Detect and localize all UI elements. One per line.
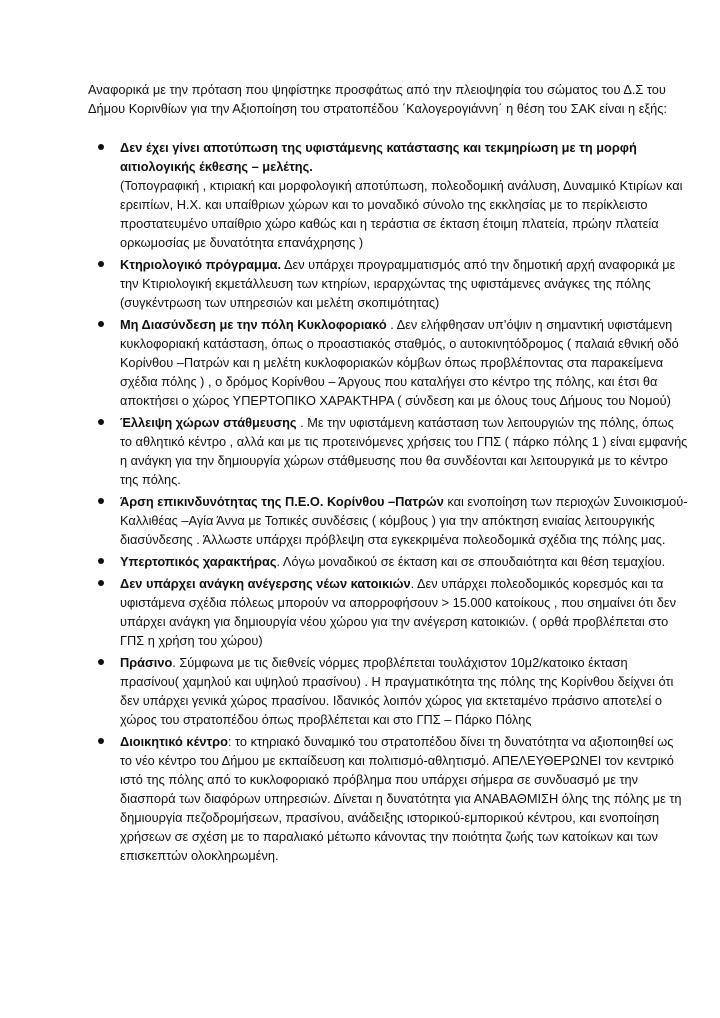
bullet-icon (98, 321, 104, 327)
item-paragraph (120, 413, 688, 489)
bullet-icon (98, 659, 104, 665)
list-item (88, 413, 688, 489)
item-heading: Πράσινο (120, 655, 173, 670)
item-text: . Με την υφιστάμενη κατάσταση των λειτουργιών της πόλης, όπως το αθλητικό κέντρο , αλλά και με τις προτεινόμενες χρήσεις του ΓΠΣ ( πάρκο πόλης 1 ) είναι εμφανής η ανάγκη για την δημιουργία χώρων στάθμευσης που θα συνδέονται και λειτουργικά με το κέντρο της πόλης. (120, 415, 688, 487)
item-heading: Άρση επικινδυνότητας της Π.Ε.Ο. Κορίνθου –Πατρών (120, 494, 444, 509)
bullet-icon (98, 261, 104, 267)
item-paragraph (120, 732, 688, 865)
intro-paragraph: Αναφορικά με την πρόταση που ψηφίστηκε προσφάτως από την πλειοψηφία του σώματος του Δ.Σ του Δήμου Κορινθίων για την Αξιοποίηση του στρατοπέδου ΄Καλογερογιάννη΄ η θέση του ΣΑΚ είναι η εξής: (88, 82, 667, 116)
item-paragraph (120, 574, 688, 650)
item-paragraph (120, 315, 688, 410)
item-text: : το κτηριακό δυναμικό του στρατοπέδου δίνει τη δυνατότητα να αξιοποιηθεί ως το νέο κέντρο του Δήμου με εκπαίδευση και πολιτισμό-αθλητισμό. ΑΠΕΛΕΥΘΕΡΩΝΕΙ τον κεντρικό ιστό της πόλης από το κυκλοφοριακό πρόβλημα που υπάρχει σήμερα σε συνδυασμό με την διασπορά των διαφόρων υπηρεσιών. Δίνεται η δυνατότητα για ΑΝΑΒΑΘΜΙΣΗ όλης της πόλης με τη δημιουργία πεζοδρομήσεων, πρασίνου, ανάδειξης ιστορικού-εμπορικού κέντρου, και ενοποίηση χρήσεων σε σχέση με το παραλιακό μέτωπο κάνοντας την ποιότητα ζωής των κατοίκων και των επισκεπτών ολοκληρωμένη. (120, 734, 682, 863)
item-paragraph (120, 492, 688, 549)
list-item (88, 315, 688, 410)
item-heading: Δεν έχει γίνει αποτύπωση της υφιστάμενης κατάστασης και τεκμηρίωση με τη μορφή αιτιολογικής έκθεσης – μελέτης. (120, 140, 637, 174)
bullet-icon (98, 498, 104, 504)
item-detail: (Τοπογραφική , κτιριακή και μορφολογική αποτύπωση, πολεοδομική ανάλυση, Δυναμικό Κτιρίων και ερειπίων, Η.Χ. και υπαίθριων χώρων και το μοναδικό σύνολο της εκκλησίας με το περίκλειστο προστατευμένο υπαίθριο χώρο καθώς και η τεράστια σε έκταση έτοιμη πλατεία, πρώην πλατεία ορκωμοσίας με δυνατότητα επανάχρησης ) (120, 178, 683, 250)
item-paragraph (120, 255, 688, 312)
item-paragraph (120, 552, 688, 571)
item-heading: Διοικητικό κέντρο (120, 734, 228, 749)
list-item (88, 653, 688, 729)
list-item (88, 492, 688, 549)
item-heading: Μη Διασύνδεση με την πόλη Κυκλοφοριακό (120, 317, 387, 332)
list-item (88, 138, 688, 252)
bullet-icon (98, 558, 104, 564)
bullet-icon (98, 738, 104, 744)
item-text: . Λόγω μοναδικού σε έκταση και σε σπουδαιότητα και θέση τεμαχίου. (276, 554, 666, 569)
item-text: και ενοποίηση των περιοχών Συνοικισμού-Καλλιθέας –Αγία Άννα με Τοπικές συνδέσεις ( κόμβους ) για την απόκτηση ενιαίας λειτουργικής διασύνδεσης . Άλλωστε υπάρχει πρόβλεψη στα εγκεκριμένα πολεοδομικά σχέδια της πόλης μας. (120, 494, 688, 547)
bullet-icon (98, 580, 104, 586)
item-text: . Σύμφωνα με τις διεθνείς νόρμες προβλέπεται τουλάχιστον 10μ2/κατοικο έκταση πρασίνου( χαμηλού και υψηλού πρασίνου) . Η πραγματικότητα της πόλης της Κορίνθου δείχνει ότι δεν υπάρχει γενικά χώρος πρασίνου. Ιδανικός λοιπόν χώρος για εκτεταμένο πράσινο αποτελεί ο χώρος του στρατοπέδου όπως προβλέπεται και στο ΓΠΣ – Πάρκο Πόλης (120, 655, 674, 727)
list-item (88, 574, 688, 650)
list-item (88, 732, 688, 865)
item-text: Δεν υπάρχει προγραμματισμός από την δημοτική αρχή αναφορικά με την Κτιριολογική εκμετάλλευση των κτηρίων, ιεραρχώντας της υφιστάμενες ανάγκες της πόλης (συγκέντρωση των υπηρεσιών και μελέτη σκοπιμότητας) (120, 257, 676, 310)
item-text: . Δεν ελήφθησαν υπ’όψιν η σημαντική υφιστάμενη κυκλοφοριακή κατάσταση, όπως ο προαστιακός σταθμός, ο αυτοκινητόδρομος ( παλαιά εθνική οδό Κορίνθου –Πατρών και η μελέτη κυκλοφοριακών κόμβων όπως προβλέποντας στα παρακείμενα σχέδια πόλης ) , ο δρόμος Κορίνθου – Άργους που καταλήγει στο κέντρο της πόλης, και έτσι θα αποκτήσει ο χώρος ΥΠΕΡΤΟΠΙΚΟ ΧΑΡΑΚΤΗΡΑ ( σύνδεση και με όλους τους Δήμους του Νομού) (120, 317, 679, 408)
list-item (88, 552, 688, 571)
bullet-icon (98, 419, 104, 425)
position-list (88, 138, 688, 868)
item-paragraph (120, 653, 688, 729)
item-paragraph (120, 138, 688, 176)
item-heading: Υπερτοπικός χαρακτήρας (120, 554, 277, 569)
item-heading: Κτηριολογικό πρόγραμμα. (120, 257, 282, 272)
bullet-icon (98, 144, 104, 150)
item-text: . Δεν υπάρχει πολεοδομικός κορεσμός και τα υφιστάμενα σχέδια πόλεως μπορούν να απορροφήσουν > 15.000 κατοίκους , που σημαίνει ότι δεν υπάρχει ανάγκη για δημιουργία νέου χώρου για την ανέγερση κατοικιών. ( ορθά προβλέπεται στο ΓΠΣ η χρήση του χώρου) (120, 576, 677, 648)
list-item (88, 255, 688, 312)
item-heading: Δεν υπάρχει ανάγκη ανέγερσης νέων κατοικιών (120, 576, 411, 591)
item-heading: Έλλειψη χώρων στάθμευσης (120, 415, 297, 430)
